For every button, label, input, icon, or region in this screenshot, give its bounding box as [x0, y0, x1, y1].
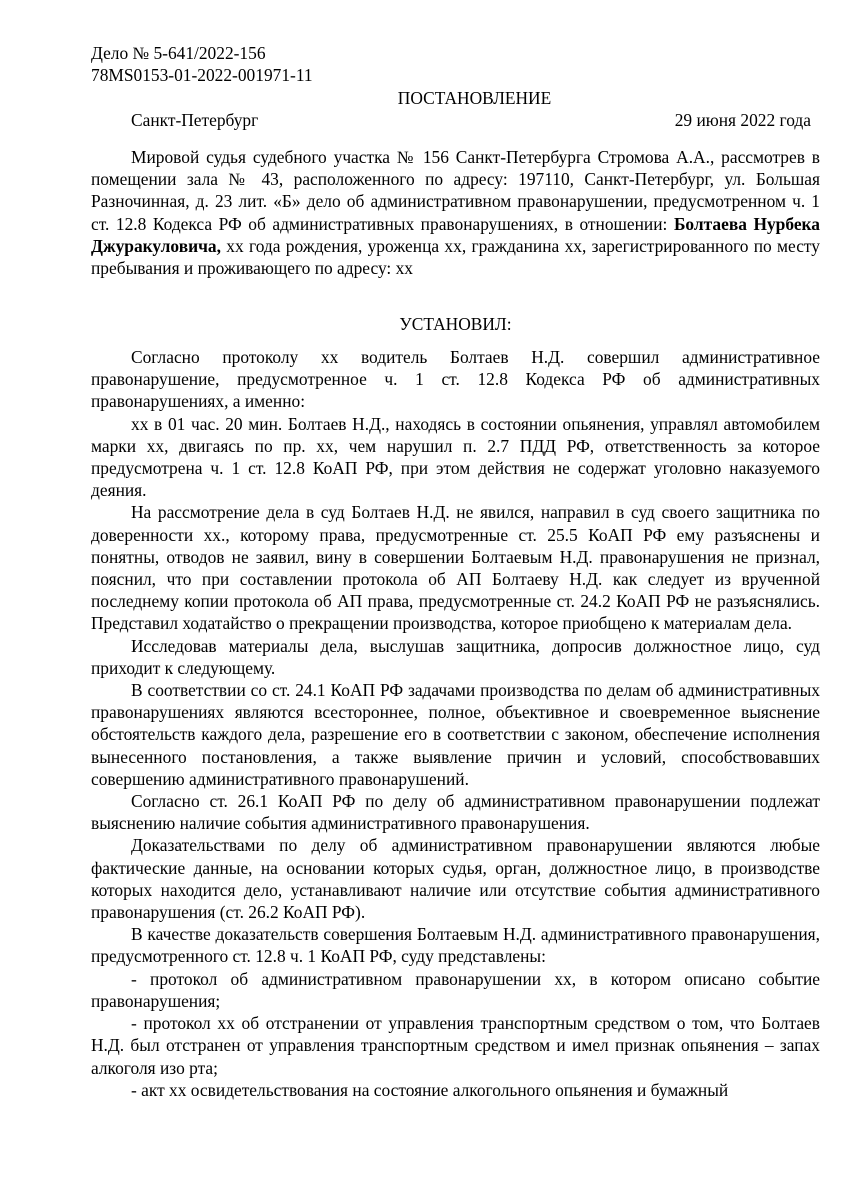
- document-title: ПОСТАНОВЛЕНИЕ: [397, 88, 552, 108]
- intro-text-part2: хх года рождения, уроженца хх, гражданина хх, зарегистрированного по месту пребывания и проживающего по адресу: хх: [91, 235, 820, 279]
- paragraph: Согласно протоколу хх водитель Болтаев Н.Д. совершил административное правонарушение, предусмотренное ч. 1 ст. 12.8 Кодекса РФ об административных правонарушениях, а именно:: [91, 347, 820, 412]
- list-item: - протокол об административном правонарушении хх, в котором описано событие правонарушения;: [91, 968, 820, 1011]
- case-uid: 78MS0153-01-2022-001971-11: [91, 65, 313, 85]
- paragraph: хх в 01 час. 20 мин. Болтаев Н.Д., находясь в состоянии опьянения, управлял автомобилем марки хх, двигаясь по пр. хх, чем нарушил п. 2.7 ПДД РФ, ответственность за которое предусмотрена ч. 1 ст. 12.8 КоАП РФ, при этом действия не содержат уголовно наказуемого деяния.: [91, 413, 820, 501]
- paragraph: В качестве доказательств совершения Болтаевым Н.Д. административного правонарушения, предусмотренного ст. 12.8 ч. 1 КоАП РФ, суду представлены:: [91, 924, 820, 967]
- section-heading-block: [91, 313, 820, 335]
- section-heading: УСТАНОВИЛ:: [399, 314, 512, 334]
- list-item: - акт хх освидетельствования на состояние алкогольного опьянения и бумажный: [131, 1079, 729, 1100]
- intro-text-part1: Мировой судья судебного участка № 156 Санкт-Петербурга Стромова А.А., рассмотрев в помещении зала № 43, расположенного по адресу: 197110, Санкт-Петербург, ул. Большая Разночинная, д. 23 лит. «Б» дело об административном правонарушении, предусмотренном ч. 1 ст. 12.8 Кодекса РФ об административных правонарушениях, в отношении:: [91, 147, 820, 234]
- defendant-name: Болтаева Нурбека Джуракуловича,: [91, 213, 820, 256]
- paragraph: Доказательствами по делу об административном правонарушении являются любые фактические данные, на основании которых судья, орган, должностное лицо, в производстве которых находится дело, устанавливают наличие или отсутствие события административного правонарушения (ст. 26.2 КоАП РФ).: [91, 835, 820, 923]
- paragraph: В соответствии со ст. 24.1 КоАП РФ задачами производства по делам об административных правонарушениях являются всестороннее, полное, объективное и своевременное выяснение обстоятельств каждого дела, разрешение его в соответствии с законом, обеспечение исполнения вынесенного постановления, а также выявление причин и условий, способствовавших совершению административного правонарушений.: [91, 680, 820, 789]
- intro-block: [91, 146, 820, 279]
- paragraph: На рассмотрение дела в суд Болтаев Н.Д. не явился, направил в суд своего защитника по доверенности хх., которому права, предусмотренные ст. 25.5 КоАП РФ ему разъяснены и понятны, отводов не заявил, вину в совершении Болтаевым Н.Д. правонарушения не признал, пояснил, что при составлении протокола об АП Болтаеву Н.Д. как следует из врученной последнему копии протокола об АП права, предусмотренные ст. 24.2 КоАП РФ не разъяснялись. Представил ходатайство о прекращении производства, которое приобщено к материалам дела.: [91, 502, 820, 634]
- paragraph: Согласно ст. 26.1 КоАП РФ по делу об административном правонарушении подлежат выяснению наличие события административного правонарушения.: [91, 791, 820, 834]
- list-item: - протокол хх об отстранении от управления транспортным средством о том, что Болтаев Н.Д. был отстранен от управления транспортным средством и имел признак опьянения – запах алкоголя изо рта;: [91, 1013, 820, 1078]
- paragraph: Исследовав материалы дела, выслушав защитника, допросив должностное лицо, суд приходит к следующему.: [91, 635, 820, 678]
- document-city: Санкт-Петербург: [131, 110, 259, 130]
- main-text: [91, 346, 820, 1101]
- document-date: 29 июня 2022 года: [674, 110, 811, 130]
- intro-paragraph: [91, 146, 820, 279]
- case-number: Дело № 5-641/2022-156: [91, 43, 266, 63]
